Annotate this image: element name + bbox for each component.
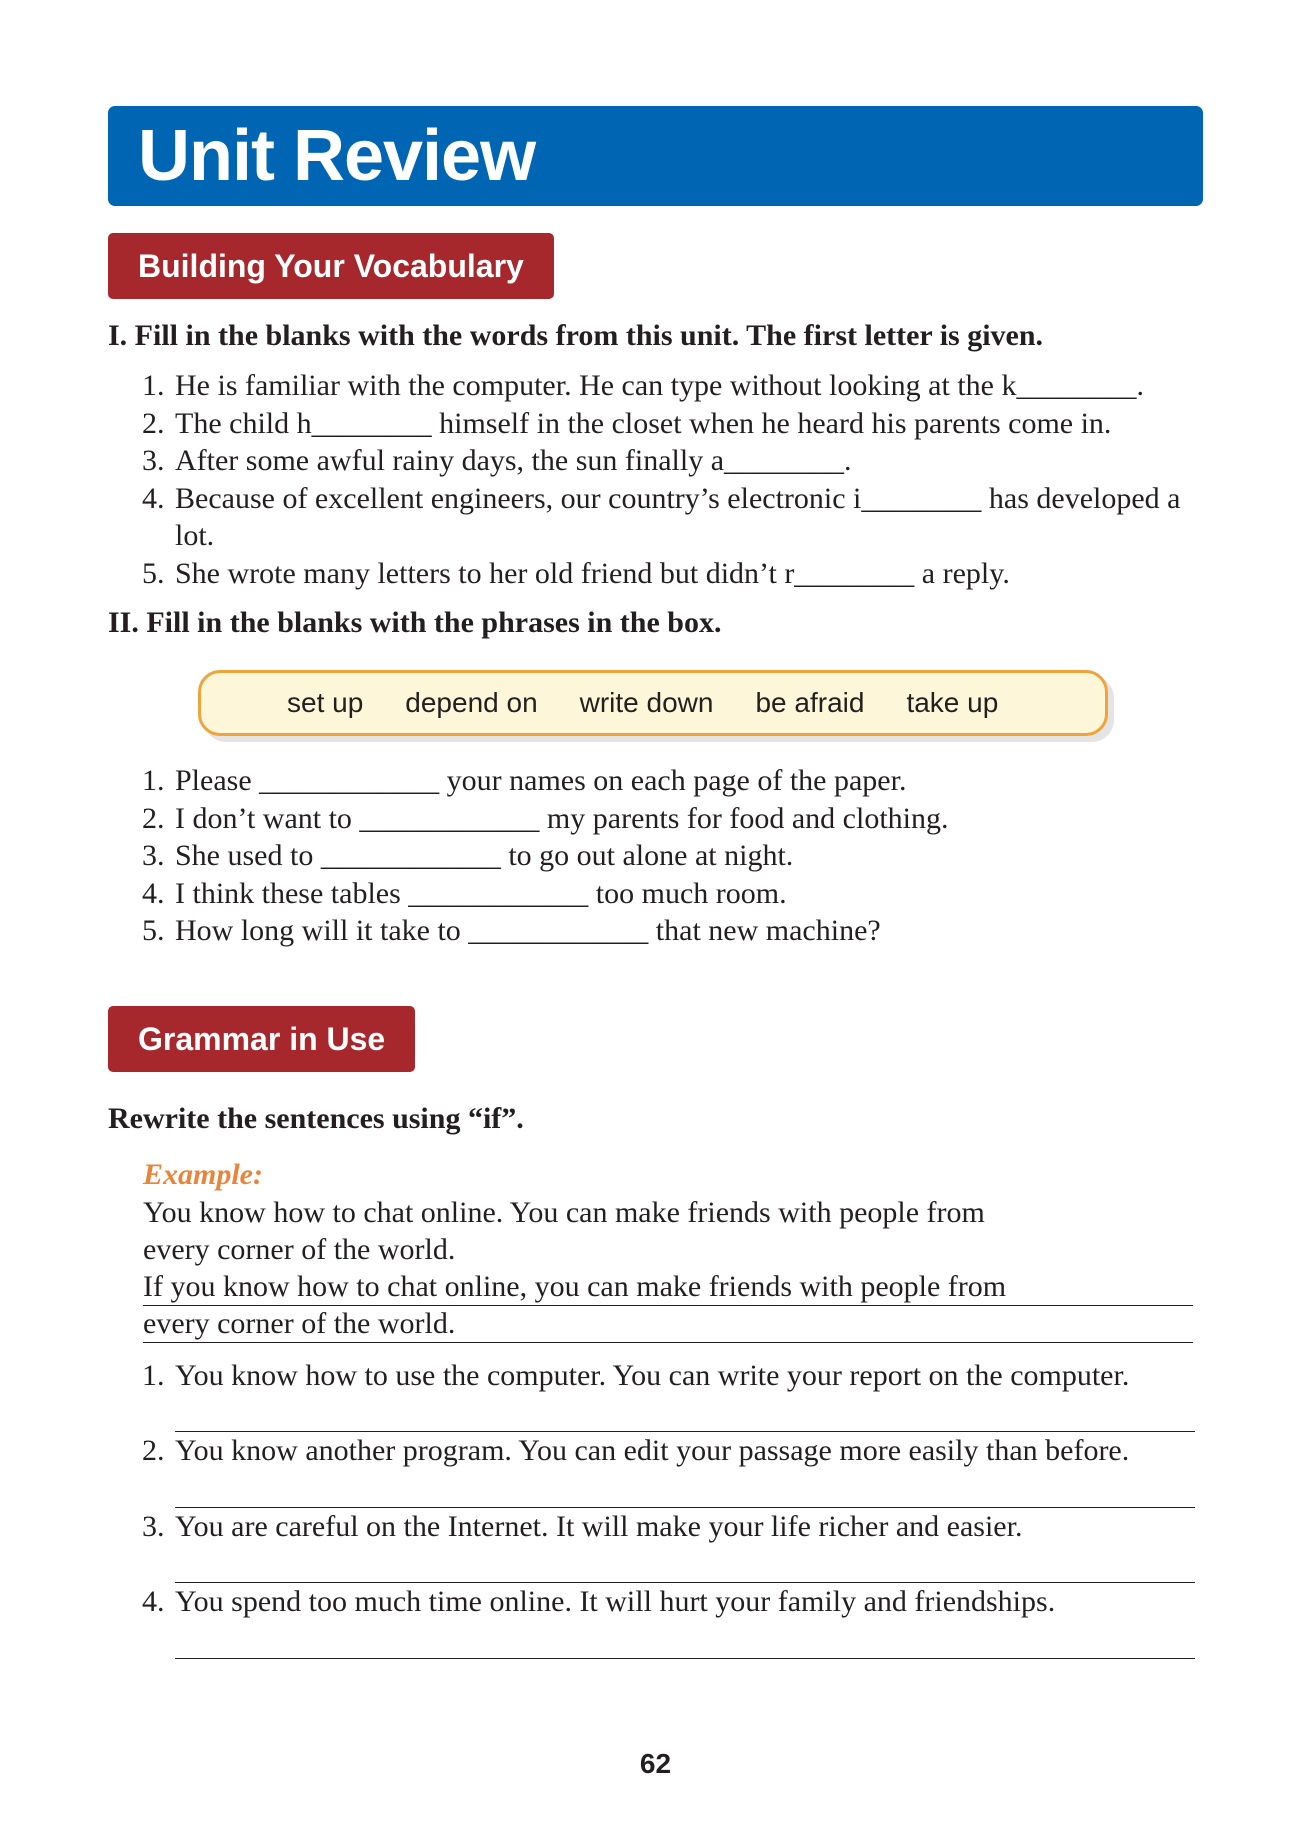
item-text: You know how to use the computer. You can write your report on the computer. — [175, 1358, 1130, 1392]
list-item — [142, 800, 1203, 838]
list-item — [142, 912, 1203, 950]
grammar-heading: Rewrite the sentences using “if”. — [108, 1101, 524, 1135]
list-item — [142, 762, 1203, 800]
page-title: Unit Review — [138, 116, 536, 196]
item-text: You know another program. You can edit your passage more easily than before. — [175, 1434, 1130, 1467]
item-number: 2. — [142, 1434, 165, 1467]
item-number: 4. — [142, 481, 165, 515]
list-item — [142, 1432, 1203, 1508]
example-block — [143, 1156, 1203, 1343]
page-number: 62 — [639, 1748, 672, 1779]
unit-review-banner — [108, 106, 1203, 206]
item-number: 1. — [142, 1358, 165, 1392]
item-text: I think these tables ____________ too much room. — [175, 876, 787, 910]
item-text: He is familiar with the computer. He can type without looking at the k________. — [175, 369, 1144, 402]
item-number: 2. — [142, 406, 165, 440]
example-answer-line: every corner of the world. — [143, 1306, 1193, 1343]
item-text: How long will it take to ____________ that new machine? — [175, 914, 881, 947]
item-text: You spend too much time online. It will hurt your family and friendships. — [175, 1585, 1056, 1618]
list-item — [142, 480, 1203, 555]
item-text: You are careful on the Internet. It will make your life richer and easier. — [175, 1509, 1023, 1543]
list-item — [142, 1583, 1203, 1659]
list-item — [142, 1508, 1203, 1584]
list-item — [142, 442, 1203, 480]
item-number: 3. — [142, 1509, 165, 1543]
item-text: She wrote many letters to her old friend but didn’t r________ a reply. — [175, 556, 1010, 590]
item-number: 1. — [142, 369, 165, 402]
list-item — [142, 555, 1203, 593]
example-sentence-line: every corner of the world. — [143, 1233, 456, 1266]
answer-line[interactable] — [175, 1470, 1195, 1508]
section-tag-grammar: Grammar in Use — [108, 1006, 415, 1072]
phrase-box — [198, 670, 1108, 736]
item-number: 3. — [142, 839, 165, 872]
phrase-option: depend on — [405, 687, 538, 718]
section-tag-vocabulary: Building Your Vocabulary — [108, 233, 554, 299]
phrase-option: take up — [906, 687, 999, 718]
list-item — [142, 1357, 1203, 1433]
item-text: She used to ____________ to go out alone at night. — [175, 839, 794, 872]
item-number: 1. — [142, 764, 165, 797]
list-item — [142, 875, 1203, 913]
phrase-option: be afraid — [755, 687, 865, 718]
exercise-2-list — [108, 762, 1203, 950]
example-answer — [143, 1269, 1193, 1343]
item-number: 4. — [142, 876, 165, 910]
answer-line[interactable] — [175, 1394, 1195, 1432]
list-item — [142, 837, 1203, 875]
list-item — [142, 405, 1203, 443]
phrase-option: set up — [287, 687, 364, 718]
phrase-option: write down — [579, 687, 714, 718]
item-text: Please ____________ your names on each page of the paper. — [175, 764, 907, 797]
answer-line[interactable] — [175, 1545, 1195, 1583]
item-text: I don’t want to ____________ my parents for food and clothing. — [175, 801, 949, 835]
exercise-1-list — [108, 367, 1203, 592]
answer-line[interactable] — [175, 1621, 1195, 1659]
item-number: 5. — [142, 914, 165, 947]
example-sentence-line: You know how to chat online. You can make friends with people from — [143, 1195, 985, 1229]
rewrite-list — [108, 1357, 1203, 1659]
example-label: Example: — [143, 1157, 263, 1191]
item-number: 5. — [142, 556, 165, 590]
item-text: Because of excellent engineers, our country’s electronic i________ has developed a lot. — [175, 481, 1181, 552]
item-number: 3. — [142, 444, 165, 477]
example-answer-line: If you know how to chat online, you can make friends with people from — [143, 1269, 1193, 1306]
list-item — [142, 367, 1203, 405]
item-text: After some awful rainy days, the sun finally a________. — [175, 444, 852, 477]
item-text: The child h________ himself in the closet when he heard his parents come in. — [175, 406, 1112, 440]
exercise-1-heading: I. Fill in the blanks with the words from this unit. The first letter is given. — [108, 319, 1044, 352]
item-number: 2. — [142, 801, 165, 835]
item-number: 4. — [142, 1585, 165, 1618]
exercise-2-heading: II. Fill in the blanks with the phrases in the box. — [108, 606, 722, 639]
